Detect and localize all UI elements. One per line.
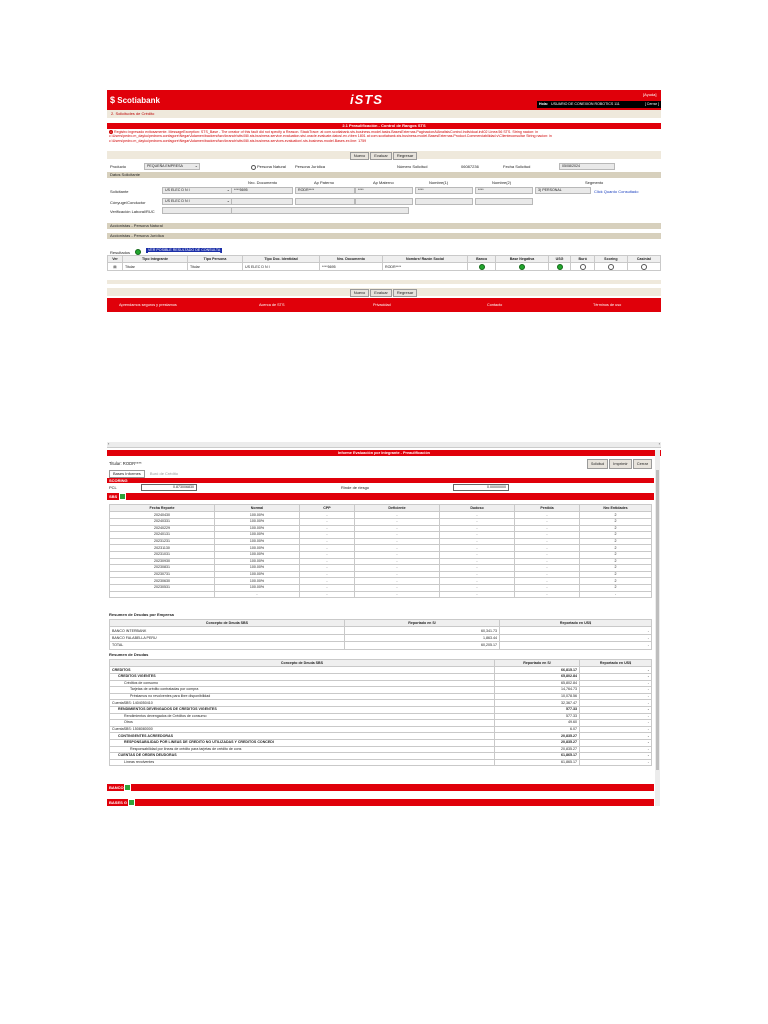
expand-bases-g-icon[interactable] <box>128 799 135 806</box>
table-cell: 61,865.17 <box>495 759 580 766</box>
scroll-right-icon[interactable]: › <box>658 442 660 446</box>
table-cell: - <box>440 558 515 565</box>
table-cell: Tarjetas de crédito contratadas por compra <box>110 687 495 694</box>
table-row <box>110 518 652 525</box>
table-cell: 10,078.56 <box>495 693 580 700</box>
table-cell: - <box>515 551 580 558</box>
table-cell: 2 <box>580 584 652 591</box>
table-row <box>110 693 652 700</box>
titular-label: Titular: RODR**** <box>109 461 142 466</box>
table-cell: - <box>355 565 440 572</box>
table-cell: - <box>515 538 580 545</box>
table-cell: 60,205.17 <box>345 642 500 649</box>
col-segmento: Segmento <box>585 180 604 185</box>
sbs-table-header: Fecha Reporte Normal CPP Deficiente Dudoso Perdida Nro Entidades <box>110 505 652 512</box>
table-cell: - <box>440 578 515 585</box>
result-table-header: Ver Tipo Integrante Tipo Persona Tipo Doc. Identidad Nro. Documento Nombre/ Razón Social Banco Base Negativa USG Buró Scoring Casinial <box>108 256 661 263</box>
table-cell: - <box>300 545 355 552</box>
base-negativa-status-icon[interactable] <box>519 264 525 270</box>
tab-bases-informes[interactable]: Bases Informes <box>109 470 145 478</box>
error-message: × Registro ingresado exitosamente. MessageException: STS_Base - The creator of this fault did not specify a Reason. StackTrace: at com.scotiabank.sts.business.model.tasks.BasesExternas.PaginacionAtAnalisisControl.Individual.in402 Linea:56 STS. String nacion: in c:\Users\pedro.m_dayku\pedrorw.confagore\Negar\Adamen\backend\src\branch\stts\08\.sts.business.service.evaluation.sts\.oracle.evaluate.datos\.ex.v\ben 1801 at com.scotiabank.sts.business.model.BasesExternas.Product.Commerciabilidad.v\Clienteconsultar String nacion: in c:\Users\pedro.m_dayku\pedrorw.confagore\Negar\Adamen\backend\src\branch\stts\08\.sts.business.services.evaluation\.sts.business.model.Bases.ex.line: 1759 <box>109 130 552 143</box>
table-cell: 100.00% <box>215 551 300 558</box>
panel-top <box>107 90 661 312</box>
table-cell: 20240131 <box>110 532 215 539</box>
table-cell: - <box>355 551 440 558</box>
nuevo-button[interactable]: Nuevo <box>350 152 370 160</box>
resultados-label: Resultados <box>110 250 131 255</box>
table-cell: - <box>580 739 652 746</box>
deudas-table <box>109 659 652 766</box>
table-row <box>110 687 652 694</box>
accionistas-juridica-section: Accionistas - Persona Jurídica <box>107 233 661 239</box>
casinial-status-icon[interactable] <box>641 264 647 270</box>
table-cell: - <box>440 512 515 519</box>
table-row <box>110 733 652 740</box>
conyuge-tipo-doc-select[interactable]: US ELEC D N I ⌄ <box>162 198 232 205</box>
solicitante-paterno-field[interactable]: RODR**** <box>295 187 355 194</box>
table-row <box>110 680 652 687</box>
table-cell: 2 <box>580 545 652 552</box>
table-cell: - <box>515 584 580 591</box>
table-cell: - <box>515 518 580 525</box>
table-cell: - <box>440 538 515 545</box>
pcl-label: PCL <box>109 485 117 490</box>
table-cell: CuentaSBS: 1404050410 <box>110 700 495 707</box>
conyuge-doc-field[interactable] <box>231 198 293 205</box>
table-row <box>110 571 652 578</box>
table-cell: - <box>300 571 355 578</box>
table-cell: 20231231 <box>110 538 215 545</box>
table-row <box>110 634 652 641</box>
table-row <box>110 525 652 532</box>
solicitante-nombre1-field[interactable]: **** <box>415 187 473 194</box>
table-row <box>110 642 652 649</box>
banco-header: BANCO <box>107 784 654 791</box>
table-row <box>110 538 652 545</box>
table-cell: 100.00% <box>215 532 300 539</box>
table-cell: Responsabilidad por líneas de crédito para tarjetas de crédito de cons <box>110 746 495 753</box>
buro-status-icon[interactable] <box>580 264 586 270</box>
col-nombre1: Nombre(1) <box>429 180 449 185</box>
verificacion-field-1[interactable] <box>162 207 232 214</box>
table-cell: - <box>440 565 515 572</box>
footer-link-privacidad[interactable]: Privacidad <box>373 303 391 307</box>
table-cell: 32,367.47 <box>495 700 580 707</box>
empresas-table <box>109 619 652 650</box>
vertical-scrollbar[interactable] <box>655 450 660 806</box>
table-cell: - <box>580 746 652 753</box>
table-cell: 20240430 <box>110 512 215 519</box>
solicitante-doc-field[interactable]: ****5695 <box>231 187 293 194</box>
table-cell: 2 <box>580 538 652 545</box>
table-cell: 20,835.27 <box>495 733 580 740</box>
table-cell: 100.00% <box>215 518 300 525</box>
table-cell: - <box>300 558 355 565</box>
footer <box>107 298 661 312</box>
table-cell: 66,815.17 <box>495 667 580 674</box>
table-cell: - <box>355 532 440 539</box>
table-cell: 2 <box>580 571 652 578</box>
footer-link-terminos[interactable]: Términos de uso <box>593 303 622 307</box>
table-cell: 2 <box>580 558 652 565</box>
table-cell: - <box>515 591 580 598</box>
table-cell: - <box>300 525 355 532</box>
table-cell: Otros <box>110 720 495 727</box>
table-cell: - <box>355 518 440 525</box>
chevron-down-icon: ⌄ <box>226 198 230 203</box>
solicitante-tipo-doc-select[interactable]: US ELEC D N I ⌄ <box>162 187 232 194</box>
persona-natural-radio[interactable] <box>251 165 256 170</box>
table-cell: Líneas revolventes <box>110 759 495 766</box>
logo-s-icon: $ <box>110 95 116 105</box>
numero-solicitud-value: 06087236 <box>461 164 479 169</box>
table-cell: 20240229 <box>110 525 215 532</box>
table-cell: 100.00% <box>215 571 300 578</box>
table-cell: 100.00% <box>215 578 300 585</box>
table-cell: - <box>300 532 355 539</box>
table-cell: 20,835.27 <box>495 746 580 753</box>
table-cell: - <box>355 584 440 591</box>
table-row <box>110 713 652 720</box>
table-row <box>110 558 652 565</box>
table-cell: CREDITOS <box>110 667 495 674</box>
table-cell: 20,835.27 <box>495 739 580 746</box>
result-table <box>107 255 661 271</box>
table-cell <box>110 591 215 598</box>
table-row <box>110 746 652 753</box>
deudas-title: Resumen de Deudas <box>109 652 149 657</box>
table-cell: - <box>440 571 515 578</box>
report-tabs <box>109 470 178 478</box>
scotiabank-logo: $ Scotiabank <box>110 95 160 105</box>
help-link[interactable]: [Ayuda] <box>643 92 657 97</box>
table-cell: Rendimientos devengados de Créditos de consumo <box>110 713 495 720</box>
table-cell: - <box>440 525 515 532</box>
report-title: Informe Evaluación por Integrante - Preaulificación <box>107 450 661 456</box>
table-cell: 65,802.84 <box>495 680 580 687</box>
table-cell: - <box>515 545 580 552</box>
table-cell: - <box>355 591 440 598</box>
persona-natural-label: Persona Natural <box>257 164 286 169</box>
footer-link-acerca[interactable]: Acerca de STS <box>259 303 285 307</box>
table-row <box>110 512 652 519</box>
table-cell: TOTAL <box>110 642 345 649</box>
table-cell: 20230930 <box>110 558 215 565</box>
table-cell: - <box>355 558 440 565</box>
table-row: ▤ Titular Titular US ELEC D N I ****5695 RODR**** <box>108 263 661 270</box>
table-cell: - <box>355 512 440 519</box>
table-row <box>110 673 652 680</box>
table-row <box>110 584 652 591</box>
regresar-button[interactable]: Regresar <box>393 152 417 160</box>
table-cell: 577.33 <box>495 713 580 720</box>
error-icon: × <box>110 130 112 134</box>
verificacion-label: Verificación Laboral/RUC <box>110 209 155 214</box>
table-cell: 20240331 <box>110 518 215 525</box>
evaluar-button[interactable]: Evaluar <box>370 152 392 160</box>
table-cell: - <box>580 753 652 760</box>
table-cell: - <box>440 532 515 539</box>
table-cell: 100.00% <box>215 584 300 591</box>
numero-solicitud-label: Número Solicitud <box>397 164 428 169</box>
imprimir-button[interactable]: Imprimir <box>609 459 631 469</box>
table-cell: CUENTAS DE ORDEN DEUDORAS <box>110 753 495 760</box>
regresar-button-bottom[interactable]: Regresar <box>393 289 417 297</box>
solicitante-nombre2-field[interactable]: **** <box>475 187 533 194</box>
table-cell: 2 <box>580 512 652 519</box>
col-nro-documento: Nro. Documento <box>248 180 278 185</box>
table-cell: CONTINGENTES ACREEDORAS <box>110 733 495 740</box>
table-cell: 1,863.44 <box>345 634 500 641</box>
table-cell: 100.00% <box>215 565 300 572</box>
table-cell: Préstamos no revolventes para libre disponibilidad <box>110 693 495 700</box>
table-cell: 20231130 <box>110 545 215 552</box>
page-title: 2.1 Preaulificación - Control de Rangos STS <box>107 123 661 129</box>
table-cell: - <box>355 578 440 585</box>
table-row <box>110 700 652 707</box>
table-cell: - <box>215 591 300 598</box>
solicitud-button[interactable]: Solicitud <box>587 459 608 469</box>
cliente-link[interactable]: Click Quardo Consultado <box>594 189 639 194</box>
verificacion-field-2[interactable] <box>231 207 409 214</box>
sbs-table <box>109 504 652 598</box>
table-cell: - <box>580 720 652 727</box>
table-cell: 2 <box>580 532 652 539</box>
table-cell: - <box>580 673 652 680</box>
table-cell: - <box>580 591 652 598</box>
nuevo-button-bottom[interactable]: Nuevo <box>350 289 370 297</box>
table-row <box>110 627 652 634</box>
producto-select[interactable]: PEQUEÑA EMPRESA ⌄ <box>144 163 200 170</box>
table-cell: 100.00% <box>215 512 300 519</box>
table-cell: 2 <box>580 565 652 572</box>
scoring-status-icon[interactable] <box>608 264 614 270</box>
table-cell: - <box>515 578 580 585</box>
table-cell: 20230831 <box>110 565 215 572</box>
empresas-table-body <box>110 627 652 649</box>
table-cell: 6.07 <box>495 726 580 733</box>
table-cell: - <box>300 565 355 572</box>
table-cell: 577.33 <box>495 706 580 713</box>
table-row <box>110 545 652 552</box>
table-cell: - <box>580 687 652 694</box>
conyuge-nombre1-field[interactable] <box>415 198 473 205</box>
view-details-icon[interactable]: ▤ <box>108 263 123 270</box>
solicitante-label: Solicitante <box>110 189 129 194</box>
empresas-table-header: Concepto de Deuda SBS Reportado en S/ Reportado en US$ <box>110 620 652 627</box>
table-cell: BANCO INTERBANK <box>110 627 345 634</box>
table-cell: RENDIMIENTOS DEVENGADOS DE CREDITOS VIGENTES <box>110 706 495 713</box>
table-row <box>110 667 652 674</box>
table-cell: - <box>515 558 580 565</box>
table-cell: - <box>440 591 515 598</box>
table-cell: CuentaSBS: 1508080000 <box>110 726 495 733</box>
table-cell: - <box>500 634 652 641</box>
persona-juridica-label: Persona Jurídica <box>295 164 326 169</box>
table-cell: Créditos de consumo <box>110 680 495 687</box>
table-cell: - <box>440 518 515 525</box>
table-cell: - <box>440 551 515 558</box>
horizontal-scrollbar[interactable] <box>107 442 661 448</box>
table-row <box>110 591 652 598</box>
table-cell: - <box>515 532 580 539</box>
producto-label: Producto <box>110 164 127 169</box>
table-cell: - <box>515 525 580 532</box>
table-cell: 49.60 <box>495 720 580 727</box>
table-cell: - <box>300 551 355 558</box>
user-bar: Hola: USUARIO DE CONEXION ROBOTICS 111 [ Cerrar ] <box>539 102 659 106</box>
table-cell: 100.00% <box>215 538 300 545</box>
table-cell: - <box>300 518 355 525</box>
table-cell: 20230731 <box>110 571 215 578</box>
table-cell: - <box>355 545 440 552</box>
table-cell: - <box>515 571 580 578</box>
table-cell: - <box>580 680 652 687</box>
table-cell: 2 <box>580 518 652 525</box>
table-cell: - <box>300 584 355 591</box>
tab-buro-credito[interactable]: Buró de Crédito <box>149 471 178 476</box>
table-cell: - <box>580 733 652 740</box>
chevron-down-icon: ⌄ <box>194 163 198 168</box>
table-row <box>110 551 652 558</box>
radio-icon <box>251 165 256 170</box>
table-cell: - <box>515 512 580 519</box>
banco-status-icon[interactable] <box>479 264 485 270</box>
table-cell: - <box>515 565 580 572</box>
col-ap-paterno: Ap Paterno <box>314 180 335 185</box>
table-cell: - <box>300 538 355 545</box>
scrollbar-thumb[interactable] <box>656 470 659 770</box>
table-cell: 2 <box>580 525 652 532</box>
logout-link[interactable]: [ Cerrar ] <box>644 102 659 106</box>
app-logo: iSTS <box>350 92 383 107</box>
table-cell: - <box>440 545 515 552</box>
table-cell: 20230531 <box>110 584 215 591</box>
col-nombre2: Nombre(2) <box>492 180 512 185</box>
table-row <box>110 759 652 766</box>
bottom-action-bar <box>107 288 661 296</box>
datos-solicitante-section: Datos Solicitante <box>107 172 661 178</box>
table-cell: - <box>440 584 515 591</box>
table-cell: 61,865.17 <box>495 753 580 760</box>
table-row <box>110 720 652 727</box>
deudas-table-body <box>110 667 652 766</box>
cerrar-button[interactable]: Cerrar <box>633 459 652 469</box>
table-cell: BANCO FALABELLA PERU <box>110 634 345 641</box>
deudas-table-header: Concepto de Deuda SBS Reportado en S/ Reportado en US$ <box>110 660 652 667</box>
table-cell: - <box>355 525 440 532</box>
table-row <box>110 753 652 760</box>
accionistas-natural-section: Accionistas - Persona Natural <box>107 223 661 229</box>
table-cell: - <box>580 759 652 766</box>
rango-field[interactable]: 0.00000000 <box>453 484 509 491</box>
table-cell: - <box>580 706 652 713</box>
table-row <box>110 706 652 713</box>
table-cell: 2 <box>580 551 652 558</box>
expand-banco-icon[interactable] <box>124 784 131 791</box>
chevron-down-icon: ⌄ <box>226 187 230 192</box>
solicitante-materno-field[interactable]: **** <box>355 187 413 194</box>
report-buttons <box>587 459 653 469</box>
table-cell: - <box>580 700 652 707</box>
evaluar-button-bottom[interactable]: Evaluar <box>370 289 392 297</box>
table-cell: - <box>500 642 652 649</box>
table-cell: CREDITOS VIGENTES <box>110 673 495 680</box>
table-row <box>110 532 652 539</box>
conyuge-nombre2-field[interactable] <box>475 198 533 205</box>
solicitante-segmento-field[interactable]: 3) PERSONAL <box>535 187 591 194</box>
col-ap-materno: Ap Materno <box>373 180 394 185</box>
pcl-field[interactable]: 0.873006830 <box>141 484 197 491</box>
table-row <box>110 578 652 585</box>
table-cell: - <box>300 578 355 585</box>
sbs-header: SBS <box>107 493 654 500</box>
table-cell: - <box>580 713 652 720</box>
table-cell: 20230630 <box>110 578 215 585</box>
table-cell: - <box>355 571 440 578</box>
conyuge-materno-field[interactable] <box>355 198 413 205</box>
table-row <box>110 726 652 733</box>
table-cell: - <box>300 512 355 519</box>
table-row <box>110 739 652 746</box>
usg-status-icon[interactable] <box>557 264 563 270</box>
scroll-left-icon[interactable]: ‹ <box>108 442 110 446</box>
ver-resultado-link[interactable]: VER POSIBLE RESULTADO DE CONSULTA <box>148 248 221 252</box>
footer-link-contacto[interactable]: Contacto <box>487 303 503 307</box>
fecha-solicitud-field[interactable]: 05/08/2024 <box>559 163 615 170</box>
action-bar <box>107 151 661 159</box>
table-cell: 60,341.73 <box>345 627 500 634</box>
table-cell: - <box>500 627 652 634</box>
top-header <box>107 90 661 110</box>
table-cell: - <box>580 667 652 674</box>
empresas-title: Resumen de Deudas por Empresa <box>109 612 174 617</box>
table-cell: RESPONSABILIDAD POR LINEAS DE CREDITO NO UTILIZADAS Y CREDITOS CONCEDI <box>110 739 495 746</box>
divider-bar <box>107 280 661 284</box>
expand-sbs-icon[interactable] <box>119 493 126 500</box>
table-cell: - <box>300 591 355 598</box>
table-cell: - <box>580 726 652 733</box>
conyuge-paterno-field[interactable] <box>295 198 355 205</box>
table-cell: 100.00% <box>215 525 300 532</box>
table-row <box>110 565 652 572</box>
table-cell: 100.00% <box>215 545 300 552</box>
table-cell: 20231031 <box>110 551 215 558</box>
rango-label: Rinde de riesgo <box>341 485 370 490</box>
table-cell: 14,764.73 <box>495 687 580 694</box>
table-cell: 100.00% <box>215 558 300 565</box>
table-cell: 65,802.84 <box>495 673 580 680</box>
scoring-header: SCORING <box>107 478 654 483</box>
table-cell: - <box>355 538 440 545</box>
fecha-solicitud-label: Fecha Solicitud <box>503 164 531 169</box>
sbs-table-body <box>110 512 652 598</box>
conyuge-label: Cónyuge/Conductor <box>110 200 146 205</box>
bases-g-header: BASES G <box>107 799 654 806</box>
table-cell: 2 <box>580 578 652 585</box>
breadcrumb: 2. Solicitudes de Crédito <box>107 110 661 118</box>
table-cell: - <box>580 693 652 700</box>
panel-bottom <box>107 442 661 808</box>
footer-link-aprendamos[interactable]: Aprendamos seguros y prestamos <box>119 303 177 307</box>
